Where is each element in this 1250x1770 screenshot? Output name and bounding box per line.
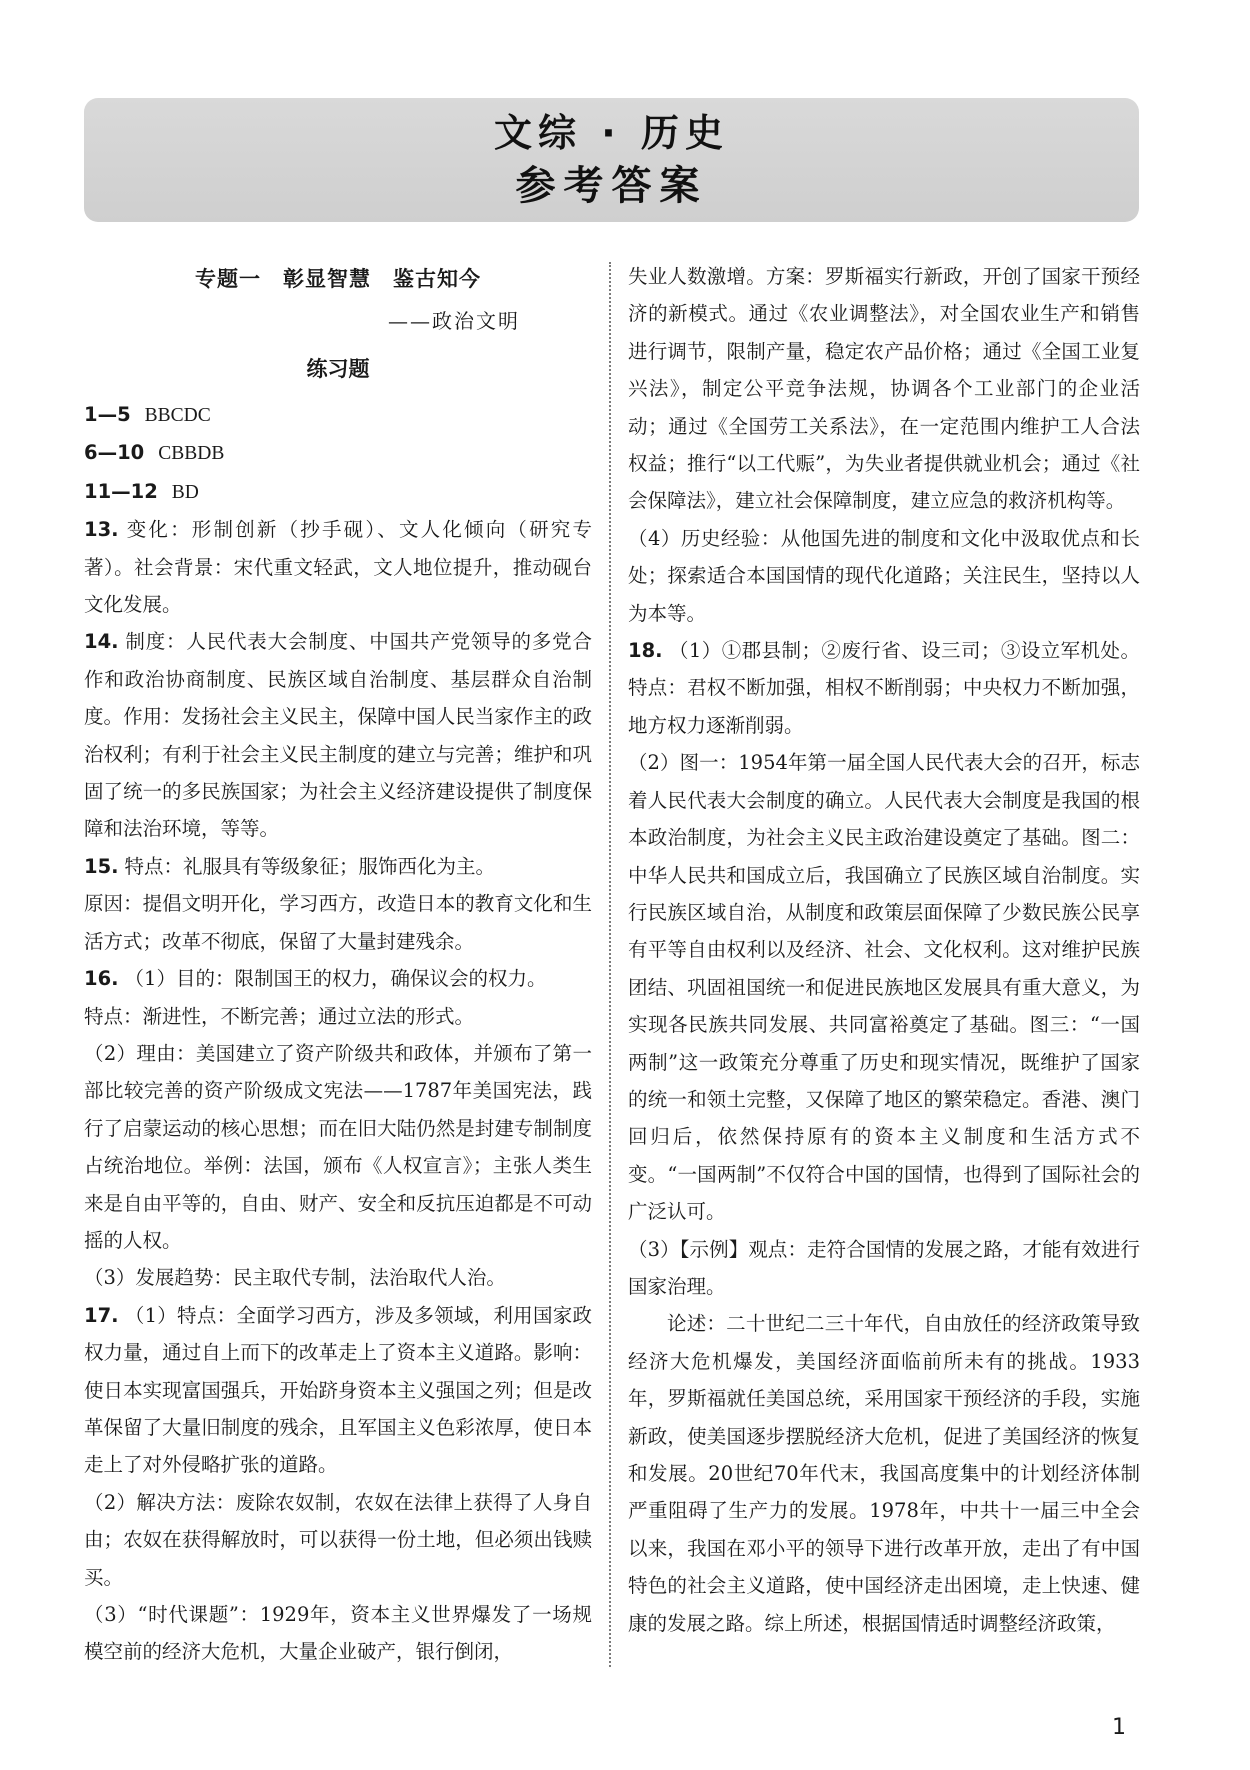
choice-answer-row [84, 434, 592, 472]
answer-text: 特点：礼服具有等级象征；服饰西化为主。 [124, 854, 496, 878]
choice-range: 11—12 [84, 479, 158, 503]
answer-text: 原因：提倡文明开化，学习西方，改造日本的教育文化和生活方式；改革不彻底，保留了大量封建残余。 [84, 892, 592, 953]
question-number: 18. [628, 639, 663, 663]
answer-paragraph [84, 1596, 592, 1671]
answer-paragraph [84, 1484, 592, 1596]
answer-text: 变化：形制创新（抄手砚）、文人化倾向（研究专著）。社会背景：宋代重文轻武，文人地位提升，推动砚台文化发展。 [84, 518, 592, 617]
right-column [628, 258, 1140, 1642]
answer-text: （3）【示例】观点：走符合国情的发展之路，才能有效进行国家治理。 [628, 1237, 1140, 1298]
choice-answers: CBBDB [158, 443, 225, 465]
answer-paragraph [628, 744, 1140, 1230]
answer-text: （2）解决方法：废除农奴制，农奴在法律上获得了人身自由；农奴在获得解放时，可以获得一份土地，但必须出钱赎买。 [84, 1490, 592, 1589]
answer-text: （4）历史经验：从他国先进的制度和文化中汲取优点和长处；探索适合本国国情的现代化道路；关注民生，坚持以人为本等。 [628, 526, 1140, 625]
topic-title: 专题一 彰显智慧 鉴古知今 [195, 267, 481, 291]
answer-text: 论述：二十世纪二三十年代，自由放任的经济政策导致经济大危机爆发，美国经济面临前所未有的挑战。1933年，罗斯福就任美国总统，采用国家干预经济的手段，实施新政，使美国逐步摆脱经济大危机，促进了美国经济的恢复和发展。20世纪70年代末，我国高度集中的计划经济体制严重阻碍了生产力的发展。1978年，中共十一届三中全会以来，我国在邓小平的领导下进行改革开放，走出了有中国特色的社会主义道路，使中国经济走出困境，走上快速、健康的发展之路。综上所述，根据国情适时调整经济政策， [628, 1312, 1140, 1635]
answer-paragraph [628, 520, 1140, 632]
choice-range: 1—5 [84, 403, 131, 426]
answer-text: 特点：渐进性，不断完善；通过立法的形式。 [84, 1004, 475, 1028]
right-answer-list [628, 258, 1140, 1642]
answer-text: （1）目的：限制国王的权力，确保议会的权力。 [124, 967, 547, 991]
question-number: 17. [84, 1303, 119, 1327]
answer-text: （3）“时代课题”：1929年，资本主义世界爆发了一场规模空前的经济大危机，大量企业破产，银行倒闭， [84, 1603, 592, 1664]
question-number: 15. [84, 854, 119, 878]
title-banner [84, 98, 1139, 222]
answer-paragraph [84, 960, 592, 997]
question-number: 16. [84, 967, 119, 991]
column-divider [609, 262, 611, 1667]
answer-paragraph [628, 1231, 1140, 1306]
choice-answer-row [84, 396, 592, 434]
answer-paragraph [628, 632, 1140, 744]
choice-answers: BD [171, 481, 199, 503]
answer-text: （2）图一：1954年第一届全国人民代表大会的召开，标志着人民代表大会制度的确立。人民代表大会制度是我国的根本政治制度，为社会主义民主政治建设奠定了基础。图二：中华人民共和国成立后，我国确立了民族区域自治制度。实行民族区域自治，从制度和政策层面保障了少数民族公民享有平等自由权利以及经济、社会、文化权利。这对维护民族团结、巩固祖国统一和促进民族地区发展具有重大意义，为实现各民族共同发展、共同富裕奠定了基础。图三：“一国两制”这一政策充分尊重了历史和现实情况，既维护了国家的统一和领土完整，又保障了地区的繁荣稳定。香港、澳门回归后，依然保持原有的资本主义制度和生活方式不变。“一国两制”不仅符合中国的国情，也得到了国际社会的广泛认可。 [628, 751, 1140, 1224]
answer-paragraph [628, 1305, 1140, 1642]
section-title: 练习题 [306, 357, 370, 381]
answer-paragraph [84, 885, 592, 960]
answer-paragraph [628, 258, 1140, 520]
answer-paragraph [84, 1035, 592, 1259]
answer-text: 失业人数激增。方案：罗斯福实行新政，开创了国家干预经济的新模式。通过《农业调整法》，对全国农业生产和销售进行调节，限制产量，稳定农产品价格；通过《全国工业复兴法》，制定公平竞争法规，协调各个工业部门的企业活动；通过《全国劳工关系法》，在一定范围内维护工人合法权益；推行“以工代赈”，为失业者提供就业机会；通过《社会保障法》，建立社会保障制度，建立应急的救济机构等。 [628, 265, 1140, 513]
answer-paragraph [84, 511, 592, 623]
banner-title: 文综 · 历史 [494, 111, 729, 155]
choice-answer-list [84, 396, 592, 511]
answer-text: （2）理由：美国建立了资产阶级共和政体，并颁布了第一部比较完善的资产阶级成文宪法——1787年美国宪法，践行了启蒙运动的核心思想；而在旧大陆仍然是封建专制制度占统治地位。举例：法国，颁布《人权宣言》；主张人类生来是自由平等的，自由、财产、安全和反抗压迫都是不可动摇的人权。 [84, 1041, 592, 1252]
answer-paragraph [84, 623, 592, 847]
answer-text: 制度：人民代表大会制度、中国共产党领导的多党合作和政治协商制度、民族区域自治制度、基层群众自治制度。作用：发扬社会主义民主，保障中国人民当家作主的政治权利；有利于社会主义民主制度的建立与完善；维护和巩固了统一的多民族国家；为社会主义经济建设提供了制度保障和法治环境，等等。 [84, 630, 592, 841]
left-answer-list [84, 511, 592, 1671]
choice-range: 6—10 [84, 441, 145, 465]
banner-subtitle: 参考答案 [515, 163, 708, 209]
answer-paragraph [84, 998, 592, 1035]
question-number: 13. [84, 518, 119, 542]
page-number: 1 [1112, 1715, 1126, 1740]
choice-answer-row [84, 473, 592, 511]
choice-answers: BBCDC [144, 405, 211, 426]
question-number: 14. [84, 630, 119, 654]
answer-text: （1）特点：全面学习西方，涉及多领域，利用国家政权力量，通过自上而下的改革走上了资本主义道路。影响：使日本实现富国强兵，开始跻身资本主义强国之列；但是改革保留了大量旧制度的残余，且军国主义色彩浓厚，使日本走上了对外侵略扩张的道路。 [84, 1303, 592, 1477]
answer-paragraph [84, 1297, 592, 1484]
answer-paragraph [84, 848, 592, 885]
left-column [84, 258, 592, 1671]
answer-text: （1）①郡县制；②废行省、设三司；③设立军机处。特点：君权不断加强，相权不断削弱；中央权力不断加强，地方权力逐渐削弱。 [628, 639, 1140, 737]
answer-paragraph [84, 1259, 592, 1296]
answer-text: （3）发展趋势：民主取代专制，法治取代人治。 [84, 1266, 506, 1290]
topic-subtitle: ——政治文明 [388, 309, 520, 333]
